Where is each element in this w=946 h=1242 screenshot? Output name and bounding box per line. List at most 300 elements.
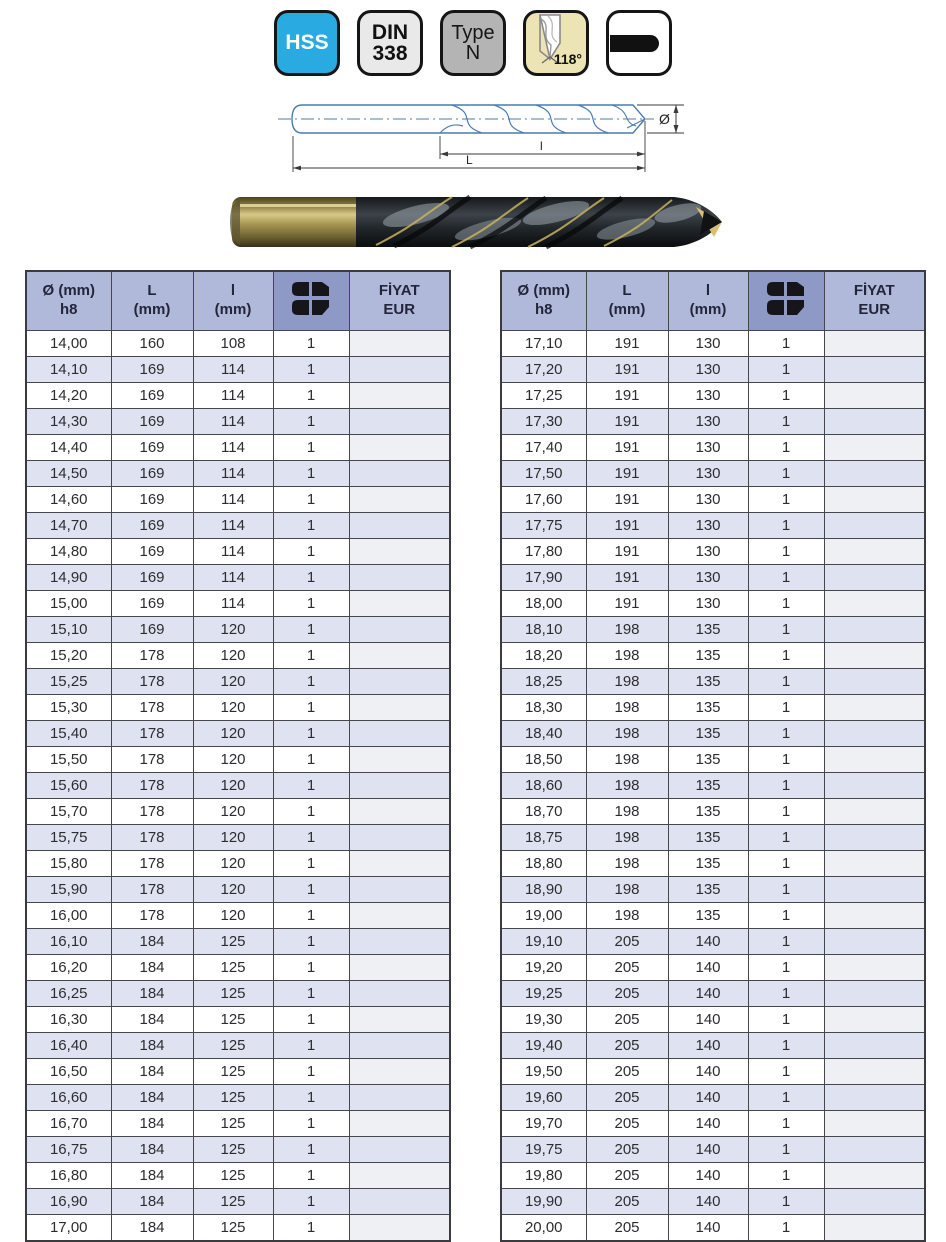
total-length-cell: 169 (111, 357, 193, 383)
table-row (501, 1085, 925, 1111)
diameter-cell: 18,70 (501, 799, 586, 825)
diameter-cell: 17,00 (26, 1215, 111, 1242)
flute-length-cell: 140 (668, 1189, 748, 1215)
flute-length-cell: 125 (193, 1137, 273, 1163)
table-row (501, 409, 925, 435)
table-row (501, 1137, 925, 1163)
price-cell (349, 669, 450, 695)
cylindrical-shank-badge (606, 10, 672, 76)
diameter-cell: 19,10 (501, 929, 586, 955)
total-length-cell: 191 (586, 461, 668, 487)
flute-length-cell: 114 (193, 357, 273, 383)
price-cell (824, 591, 925, 617)
price-cell (824, 825, 925, 851)
pack-qty-cell: 1 (748, 695, 824, 721)
price-cell (349, 331, 450, 357)
table-row (501, 357, 925, 383)
column-header-packaging (748, 271, 824, 331)
pack-qty-cell: 1 (273, 357, 349, 383)
pack-qty-cell: 1 (273, 1033, 349, 1059)
flute-length-cell: 120 (193, 695, 273, 721)
total-length-cell: 198 (586, 851, 668, 877)
price-cell (824, 1033, 925, 1059)
diameter-cell: 16,80 (26, 1163, 111, 1189)
total-length-cell: 198 (586, 773, 668, 799)
total-length-cell: 169 (111, 617, 193, 643)
table-row (26, 383, 450, 409)
table-row (501, 383, 925, 409)
diameter-cell: 15,25 (26, 669, 111, 695)
total-length-cell: 178 (111, 721, 193, 747)
flute-length-cell: 135 (668, 617, 748, 643)
price-cell (824, 617, 925, 643)
total-length-cell: 178 (111, 669, 193, 695)
flute-length-cell: 130 (668, 461, 748, 487)
total-length-cell: 205 (586, 1163, 668, 1189)
technical-drawing (256, 92, 692, 182)
pack-qty-cell: 1 (748, 1007, 824, 1033)
spec-tables (25, 270, 926, 1242)
diameter-cell: 18,25 (501, 669, 586, 695)
total-length-cell: 169 (111, 513, 193, 539)
price-cell (349, 721, 450, 747)
type-badge-line2: N (465, 42, 481, 64)
diameter-cell: 18,00 (501, 591, 586, 617)
pack-qty-cell: 1 (273, 409, 349, 435)
flute-length-cell: 140 (668, 955, 748, 981)
flute-length-cell: 135 (668, 799, 748, 825)
diameter-cell: 16,00 (26, 903, 111, 929)
pack-qty-cell: 1 (748, 851, 824, 877)
total-length-cell: 191 (586, 331, 668, 357)
diameter-cell: 15,20 (26, 643, 111, 669)
price-cell (349, 643, 450, 669)
price-cell (824, 435, 925, 461)
diameter-cell: 14,90 (26, 565, 111, 591)
price-cell (824, 357, 925, 383)
total-length-cell: 184 (111, 981, 193, 1007)
flute-length-cell: 125 (193, 1215, 273, 1242)
pack-qty-cell: 1 (273, 773, 349, 799)
diameter-cell: 19,20 (501, 955, 586, 981)
price-cell (824, 695, 925, 721)
table-row (501, 591, 925, 617)
table-row (501, 565, 925, 591)
flute-length-cell: 130 (668, 435, 748, 461)
pack-qty-cell: 1 (273, 955, 349, 981)
total-length-cell: 178 (111, 851, 193, 877)
diameter-cell: 19,50 (501, 1059, 586, 1085)
pack-qty-cell: 1 (273, 981, 349, 1007)
pack-qty-cell: 1 (273, 1007, 349, 1033)
flute-length-cell: 125 (193, 1085, 273, 1111)
total-length-cell: 191 (586, 539, 668, 565)
column-header-diameter: Ø (mm) h8 (26, 271, 111, 331)
flute-length-cell: 140 (668, 1007, 748, 1033)
diameter-cell: 14,10 (26, 357, 111, 383)
pack-qty-cell: 1 (273, 461, 349, 487)
diameter-cell: 14,50 (26, 461, 111, 487)
diameter-cell: 20,00 (501, 1215, 586, 1242)
total-length-cell: 184 (111, 1137, 193, 1163)
diameter-cell: 16,60 (26, 1085, 111, 1111)
flute-length-cell: 125 (193, 1111, 273, 1137)
diameter-cell: 18,90 (501, 877, 586, 903)
diameter-cell: 19,00 (501, 903, 586, 929)
flute-length-cell: 120 (193, 825, 273, 851)
price-cell (824, 1007, 925, 1033)
diameter-cell: 19,60 (501, 1085, 586, 1111)
diameter-cell: 15,90 (26, 877, 111, 903)
diameter-cell: 19,90 (501, 1189, 586, 1215)
pack-qty-cell: 1 (273, 487, 349, 513)
total-length-cell: 169 (111, 487, 193, 513)
price-cell (349, 851, 450, 877)
pack-qty-cell: 1 (273, 565, 349, 591)
price-cell (824, 773, 925, 799)
diameter-cell: 17,80 (501, 539, 586, 565)
table-row (26, 591, 450, 617)
pack-qty-cell: 1 (273, 903, 349, 929)
price-cell (349, 487, 450, 513)
total-length-cell: 198 (586, 721, 668, 747)
total-length-cell: 184 (111, 1163, 193, 1189)
flute-length-cell: 114 (193, 461, 273, 487)
table-row (26, 747, 450, 773)
column-header-price: FİYAT EUR (824, 271, 925, 331)
din-338-badge (357, 10, 423, 76)
flute-length-cell: 114 (193, 435, 273, 461)
pack-qty-cell: 1 (748, 721, 824, 747)
column-header-price: FİYAT EUR (349, 271, 450, 331)
table-row (501, 877, 925, 903)
pack-qty-cell: 1 (273, 1163, 349, 1189)
price-cell (824, 903, 925, 929)
column-header-diameter: Ø (mm) h8 (501, 271, 586, 331)
flute-length-cell: 125 (193, 1189, 273, 1215)
flute-length-cell: 135 (668, 851, 748, 877)
drill-photo (226, 185, 728, 259)
price-cell (824, 643, 925, 669)
price-cell (349, 929, 450, 955)
diameter-cell: 15,60 (26, 773, 111, 799)
pack-qty-cell: 1 (273, 383, 349, 409)
pack-qty-cell: 1 (748, 981, 824, 1007)
total-length-cell: 191 (586, 591, 668, 617)
price-cell (824, 747, 925, 773)
total-length-cell: 191 (586, 383, 668, 409)
flute-length-cell: 125 (193, 955, 273, 981)
spec-table-right (500, 270, 926, 1242)
flute-length-cell: 130 (668, 513, 748, 539)
pack-qty-cell: 1 (748, 383, 824, 409)
total-length-cell: 178 (111, 825, 193, 851)
table-row (501, 1033, 925, 1059)
diameter-dim-label: Ø (659, 111, 670, 127)
flute-length-cell: 140 (668, 1085, 748, 1111)
total-length-cell: 169 (111, 383, 193, 409)
diameter-cell: 15,40 (26, 721, 111, 747)
flute-length-cell: 120 (193, 721, 273, 747)
price-cell (824, 461, 925, 487)
price-cell (349, 1163, 450, 1189)
din-badge-line2: 338 (372, 42, 408, 65)
flute-length-cell: 130 (668, 331, 748, 357)
pack-qty-cell: 1 (748, 331, 824, 357)
total-length-cell: 178 (111, 695, 193, 721)
diameter-cell: 17,10 (501, 331, 586, 357)
price-cell (349, 409, 450, 435)
table-row (26, 799, 450, 825)
diameter-cell: 19,75 (501, 1137, 586, 1163)
flute-length-cell: 130 (668, 539, 748, 565)
price-cell (824, 1137, 925, 1163)
pack-qty-cell: 1 (748, 513, 824, 539)
price-cell (824, 1085, 925, 1111)
flute-length-cell: 114 (193, 409, 273, 435)
total-length-cell: 184 (111, 955, 193, 981)
type-n-badge (440, 10, 506, 76)
diameter-cell: 16,10 (26, 929, 111, 955)
pack-qty-cell: 1 (748, 565, 824, 591)
diameter-cell: 17,25 (501, 383, 586, 409)
pack-qty-cell: 1 (748, 591, 824, 617)
total-length-cell: 178 (111, 799, 193, 825)
total-length-cell: 205 (586, 1007, 668, 1033)
diameter-cell: 16,20 (26, 955, 111, 981)
table-row (26, 565, 450, 591)
pack-qty-cell: 1 (273, 513, 349, 539)
price-cell (824, 981, 925, 1007)
diameter-cell: 15,70 (26, 799, 111, 825)
diameter-cell: 18,30 (501, 695, 586, 721)
table-row (26, 773, 450, 799)
price-cell (349, 591, 450, 617)
diameter-cell: 14,00 (26, 331, 111, 357)
total-length-cell: 198 (586, 617, 668, 643)
price-cell (349, 1059, 450, 1085)
flute-length-cell: 114 (193, 565, 273, 591)
price-cell (349, 1007, 450, 1033)
diameter-cell: 19,80 (501, 1163, 586, 1189)
type-badge-line1: Type (451, 21, 495, 44)
table-header (26, 271, 450, 331)
table-row (501, 955, 925, 981)
flute-length-cell: 120 (193, 747, 273, 773)
price-cell (349, 539, 450, 565)
price-cell (349, 773, 450, 799)
table-row (26, 695, 450, 721)
pack-qty-cell: 1 (748, 955, 824, 981)
table-row (26, 357, 450, 383)
table-row (501, 929, 925, 955)
table-row (501, 435, 925, 461)
pack-qty-cell: 1 (748, 409, 824, 435)
price-cell (824, 409, 925, 435)
total-length-cell: 191 (586, 487, 668, 513)
diameter-cell: 18,20 (501, 643, 586, 669)
pack-qty-cell: 1 (273, 539, 349, 565)
price-cell (349, 955, 450, 981)
flute-length-cell: 130 (668, 357, 748, 383)
diameter-cell: 16,50 (26, 1059, 111, 1085)
flute-length-cell: 135 (668, 773, 748, 799)
flute-length-cell: 135 (668, 747, 748, 773)
flute-length-cell: 140 (668, 1215, 748, 1242)
pack-qty-cell: 1 (748, 435, 824, 461)
table-row (26, 721, 450, 747)
total-length-cell: 198 (586, 747, 668, 773)
table-row (501, 799, 925, 825)
package-icon (291, 281, 331, 316)
diameter-cell: 15,30 (26, 695, 111, 721)
flute-length-cell: 125 (193, 1163, 273, 1189)
table-row (26, 1085, 450, 1111)
table-row (26, 643, 450, 669)
diameter-cell: 15,75 (26, 825, 111, 851)
diameter-cell: 18,10 (501, 617, 586, 643)
flute-length-cell: 140 (668, 1111, 748, 1137)
diameter-cell: 16,25 (26, 981, 111, 1007)
diameter-cell: 19,30 (501, 1007, 586, 1033)
flute-length-cell: 120 (193, 799, 273, 825)
table-row (26, 617, 450, 643)
flute-length-cell: 120 (193, 643, 273, 669)
diameter-cell: 15,10 (26, 617, 111, 643)
diameter-cell: 19,25 (501, 981, 586, 1007)
product-badges (0, 10, 946, 76)
price-cell (824, 565, 925, 591)
price-cell (824, 1111, 925, 1137)
price-cell (349, 825, 450, 851)
table-row (501, 331, 925, 357)
table-header (501, 271, 925, 331)
diameter-cell: 17,40 (501, 435, 586, 461)
price-cell (824, 955, 925, 981)
flute-length-cell: 135 (668, 695, 748, 721)
column-header-total-length: L (mm) (586, 271, 668, 331)
pack-qty-cell: 1 (748, 357, 824, 383)
table-row (501, 981, 925, 1007)
table-row (26, 877, 450, 903)
diameter-cell: 17,50 (501, 461, 586, 487)
price-cell (349, 695, 450, 721)
total-length-cell: 184 (111, 1007, 193, 1033)
total-length-cell: 184 (111, 929, 193, 955)
diameter-cell: 18,75 (501, 825, 586, 851)
pack-qty-cell: 1 (748, 903, 824, 929)
table-row (26, 929, 450, 955)
table-row (501, 1111, 925, 1137)
column-header-flute-length: l (mm) (193, 271, 273, 331)
table-row (26, 851, 450, 877)
pack-qty-cell: 1 (748, 877, 824, 903)
total-length-cell: 191 (586, 357, 668, 383)
flute-length-cell: 125 (193, 981, 273, 1007)
table-row (26, 669, 450, 695)
price-cell (349, 461, 450, 487)
diameter-cell: 18,60 (501, 773, 586, 799)
price-cell (349, 435, 450, 461)
table-body-right (501, 331, 925, 1242)
diameter-cell: 14,80 (26, 539, 111, 565)
pack-qty-cell: 1 (273, 1111, 349, 1137)
table-row (501, 903, 925, 929)
total-length-cell: 169 (111, 591, 193, 617)
flute-length-cell: 114 (193, 513, 273, 539)
total-length-cell: 191 (586, 435, 668, 461)
column-header-packaging (273, 271, 349, 331)
price-cell (349, 1215, 450, 1242)
price-cell (824, 929, 925, 955)
flute-length-cell: 130 (668, 487, 748, 513)
flute-length-cell: 130 (668, 591, 748, 617)
price-cell (349, 1111, 450, 1137)
total-length-cell: 205 (586, 1085, 668, 1111)
total-length-cell: 169 (111, 409, 193, 435)
total-length-cell: 205 (586, 1111, 668, 1137)
pack-qty-cell: 1 (748, 669, 824, 695)
flute-length-cell: 120 (193, 851, 273, 877)
pack-qty-cell: 1 (748, 929, 824, 955)
pack-qty-cell: 1 (748, 643, 824, 669)
total-length-dim-label: L (466, 153, 473, 167)
hss-badge-label: HSS (285, 31, 329, 55)
pack-qty-cell: 1 (748, 1085, 824, 1111)
pack-qty-cell: 1 (273, 669, 349, 695)
din-badge-line1: DIN (371, 20, 409, 44)
total-length-cell: 184 (111, 1059, 193, 1085)
price-cell (824, 487, 925, 513)
price-cell (349, 383, 450, 409)
pack-qty-cell: 1 (748, 825, 824, 851)
diameter-cell: 16,40 (26, 1033, 111, 1059)
total-length-cell: 184 (111, 1033, 193, 1059)
pack-qty-cell: 1 (273, 851, 349, 877)
table-row (501, 825, 925, 851)
total-length-cell: 184 (111, 1085, 193, 1111)
total-length-cell: 198 (586, 643, 668, 669)
table-row (26, 981, 450, 1007)
pack-qty-cell: 1 (273, 721, 349, 747)
flute-length-cell: 120 (193, 669, 273, 695)
table-row (501, 513, 925, 539)
diameter-cell: 18,40 (501, 721, 586, 747)
pack-qty-cell: 1 (273, 1059, 349, 1085)
total-length-cell: 169 (111, 565, 193, 591)
column-header-flute-length: l (mm) (668, 271, 748, 331)
price-cell (824, 1189, 925, 1215)
table-row (501, 461, 925, 487)
pack-qty-cell: 1 (748, 1215, 824, 1242)
flute-length-cell: 125 (193, 1059, 273, 1085)
flute-length-dim-label: l (540, 139, 543, 153)
price-cell (824, 1163, 925, 1189)
table-row (501, 487, 925, 513)
pack-qty-cell: 1 (748, 799, 824, 825)
price-cell (824, 851, 925, 877)
price-cell (349, 1189, 450, 1215)
diameter-cell: 15,50 (26, 747, 111, 773)
flute-length-cell: 125 (193, 929, 273, 955)
total-length-cell: 198 (586, 695, 668, 721)
flute-length-cell: 135 (668, 721, 748, 747)
price-cell (349, 357, 450, 383)
diameter-cell: 14,40 (26, 435, 111, 461)
table-row (501, 695, 925, 721)
pack-qty-cell: 1 (273, 1085, 349, 1111)
total-length-cell: 205 (586, 1189, 668, 1215)
